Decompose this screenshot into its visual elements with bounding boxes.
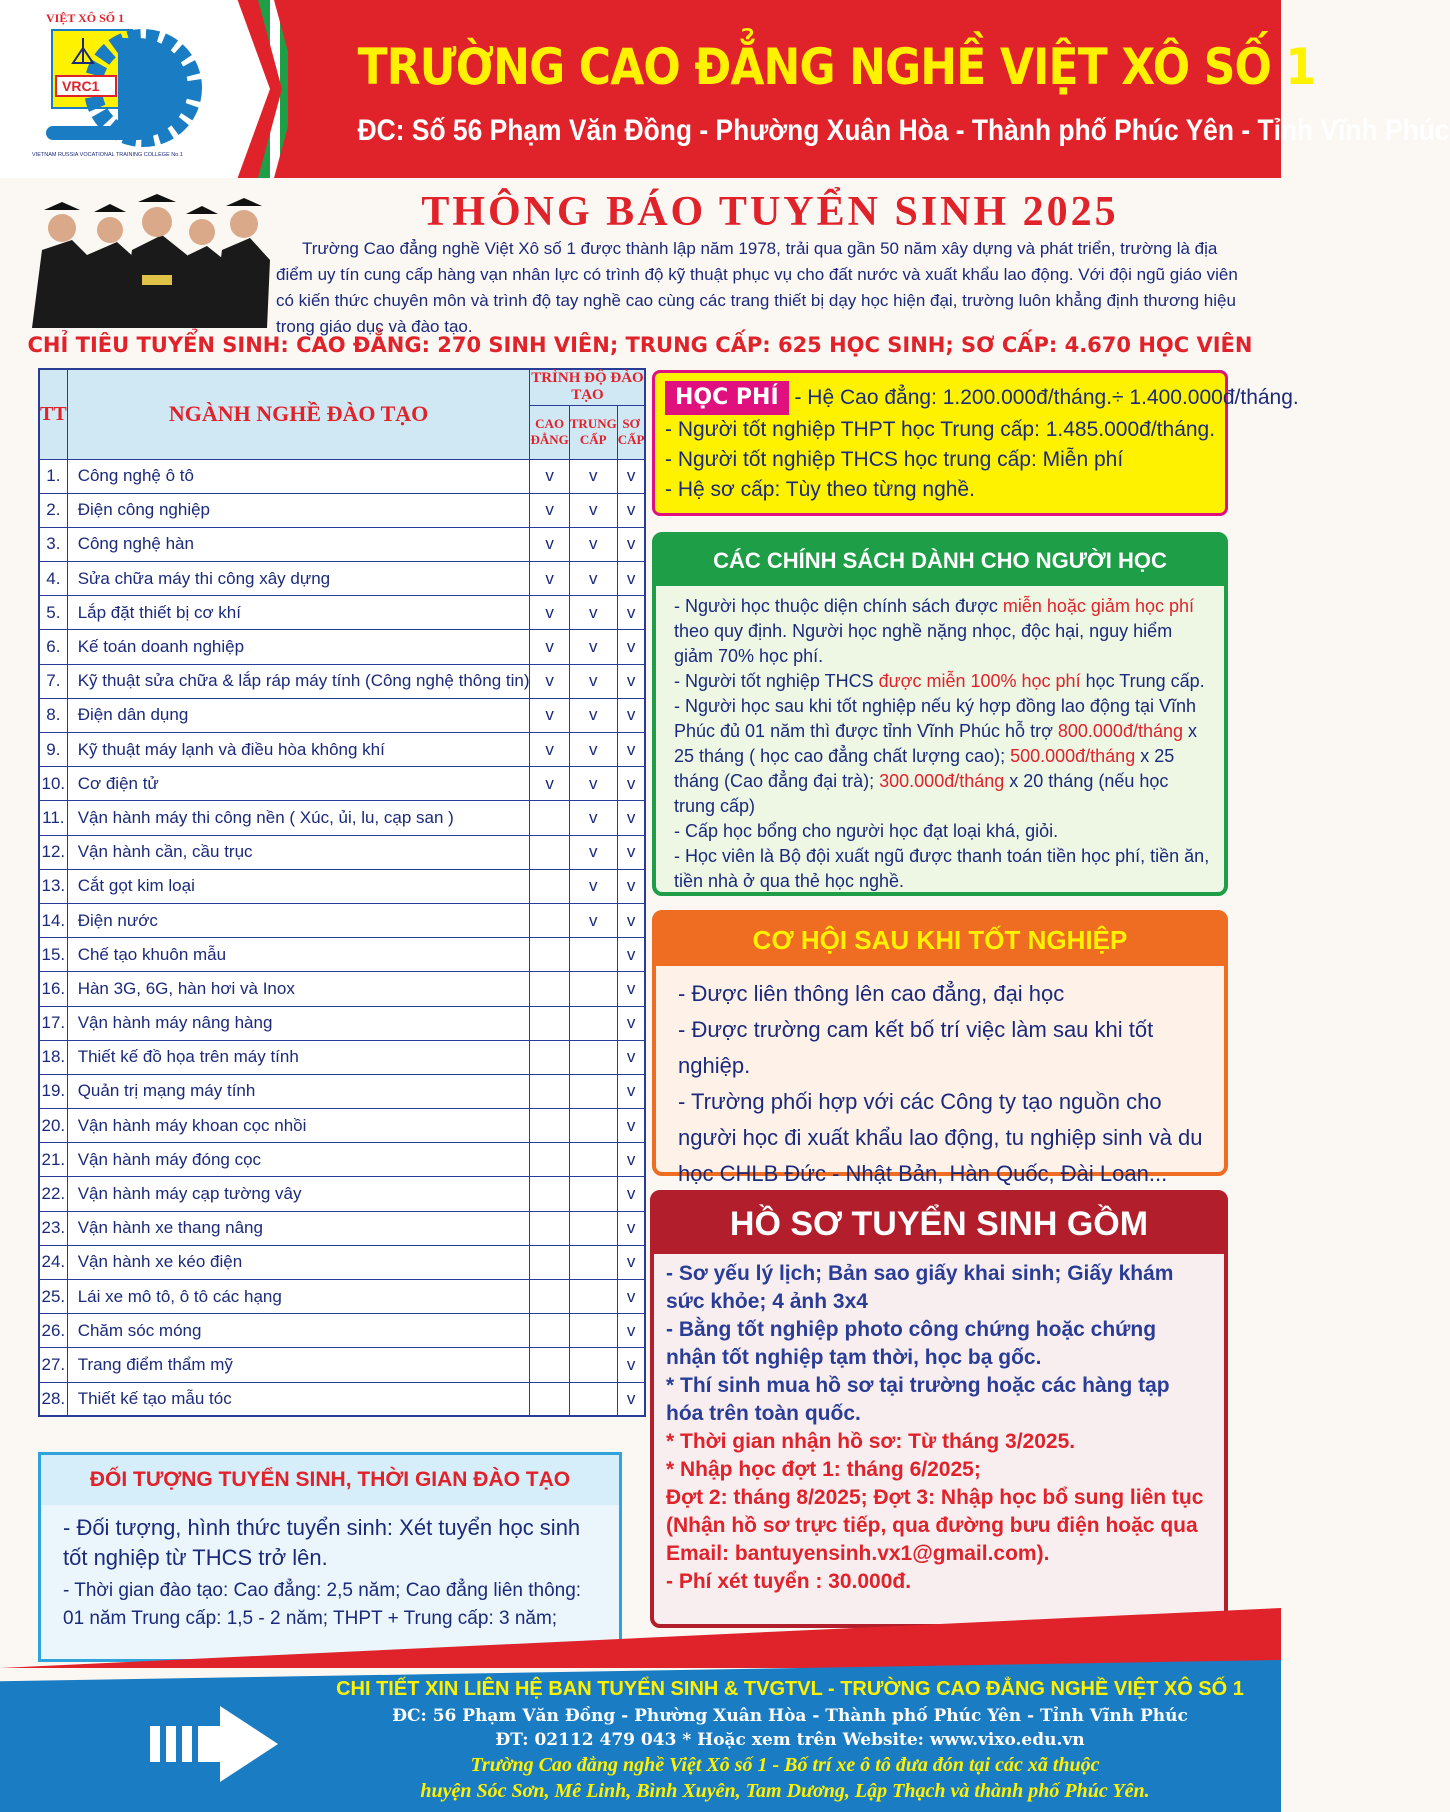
level-so-cap-check: v [617,869,645,903]
documents-box [650,1190,1228,1628]
target-box [38,1452,622,1662]
level-cao-dang-check [530,835,569,869]
table-row [39,1280,645,1314]
table-row [39,1074,645,1108]
level-cao-dang-check [530,1211,569,1245]
program-name: Chăm sóc móng [67,1314,530,1348]
program-name: Thiết kế đồ họa trên máy tính [67,1040,530,1074]
arrow-right-icon [150,1704,280,1784]
program-name: Lái xe mô tô, ô tô các hạng [67,1280,530,1314]
level-so-cap-check: v [617,801,645,835]
program-name: Vận hành máy đóng cọc [67,1143,530,1177]
row-number: 26. [39,1314,67,1348]
policy-item-2: - Người tốt nghiệp THCS được miễn 100% học phí học Trung cấp. [674,671,1205,691]
row-number: 10. [39,767,67,801]
table-row [39,733,645,767]
level-trung-cap-check: v [569,664,617,698]
level-trung-cap-check [569,938,617,972]
col-tt-header: TT [39,369,67,459]
level-so-cap-check: v [617,1177,645,1211]
level-so-cap-check: v [617,1314,645,1348]
level-cao-dang-check [530,1040,569,1074]
table-row [39,869,645,903]
level-trung-cap-check [569,1314,617,1348]
row-number: 19. [39,1074,67,1108]
row-number: 1. [39,459,67,493]
documents-body [654,1254,1224,1596]
row-number: 24. [39,1245,67,1279]
level-cao-dang-check [530,1074,569,1108]
level-so-cap-check: v [617,835,645,869]
enrollment-quota: CHỈ TIÊU TUYỂN SINH: CAO ĐẲNG: 270 SINH VIÊN; TRUNG CẤP: 625 HỌC SINH; SƠ CẤP: 4.670 HỌC VIÊN [27,333,1253,357]
table-row [39,1245,645,1279]
school-name: TRƯỜNG CAO ĐẲNG NGHỀ VIỆT XÔ SỐ 1 [357,38,1316,96]
col-cd-header: CAO ĐẲNG [530,405,569,459]
document-item-2: - Bằng tốt nghiệp photo công chứng hoặc chứng nhận tốt nghiệp tạm thời, học bạ gốc. [666,1318,1157,1369]
table-row [39,562,645,596]
fee-line-3: - Người tốt nghiệp THCS học trung cấp: Miễn phí [665,448,1124,471]
policy-item-5: - Học viên là Bộ đội xuất ngũ được thanh toán tiền học phí, tiền ăn, tiền nhà ở qua thẻ học nghề. [674,846,1210,891]
target-item-1: - Đối tượng, hình thức tuyển sinh: Xét tuyển học sinh tốt nghiệp từ THCS trở lên. [63,1515,581,1570]
program-name: Cắt gọt kim loại [67,869,530,903]
level-so-cap-check: v [617,596,645,630]
level-so-cap-check: v [617,903,645,937]
policy-body [656,586,1224,894]
policy-item-4: - Cấp học bổng cho người học đạt loại khá, giỏi. [674,821,1059,841]
table-row [39,459,645,493]
level-cao-dang-check [530,972,569,1006]
target-body [41,1505,619,1633]
level-cao-dang-check [530,1314,569,1348]
table-row [39,1211,645,1245]
program-rows [39,459,645,1416]
level-so-cap-check: v [617,562,645,596]
table-row [39,1177,645,1211]
fee-line-1 [665,381,1299,415]
level-trung-cap-check [569,1040,617,1074]
level-trung-cap-check [569,1177,617,1211]
fee-line-2: - Người tốt nghiệp THPT học Trung cấp: 1.485.000đ/tháng. [665,418,1216,441]
program-name: Điện dân dụng [67,698,530,732]
target-item-2: - Thời gian đào tạo: Cao đẳng: 2,5 năm; Cao đẳng liên thông: 01 năm Trung cấp: 1,5 - 2 năm; THPT + Trung cấp: 3 năm; [63,1580,582,1629]
table-row [39,698,645,732]
level-so-cap-check: v [617,1074,645,1108]
level-trung-cap-check: v [569,630,617,664]
table-row [39,1348,645,1382]
level-trung-cap-check: v [569,698,617,732]
table-row [39,938,645,972]
level-so-cap-check: v [617,1382,645,1416]
program-name: Hàn 3G, 6G, hàn hơi và Inox [67,972,530,1006]
level-trung-cap-check: v [569,903,617,937]
opportunities-body [656,966,1224,1192]
level-trung-cap-check [569,972,617,1006]
row-number: 27. [39,1348,67,1382]
table-row [39,972,645,1006]
program-name: Trang điểm thẩm mỹ [67,1348,530,1382]
program-name: Công nghệ hàn [67,527,530,561]
program-table [38,368,646,1417]
row-number: 28. [39,1382,67,1416]
tuition-label: HỌC PHÍ [665,381,789,415]
opportunity-item-1: - Được liên thông lên cao đẳng, đại học [678,981,1065,1006]
fee-college: - Hệ Cao đẳng: 1.200.000đ/tháng.÷ 1.400.000đ/tháng. [794,386,1299,409]
row-number: 7. [39,664,67,698]
program-name: Công nghệ ô tô [67,459,530,493]
row-number: 12. [39,835,67,869]
level-so-cap-check: v [617,630,645,664]
logo-badge: VRC1 [62,78,100,94]
row-number: 4. [39,562,67,596]
table-row [39,903,645,937]
level-so-cap-check: v [617,767,645,801]
level-trung-cap-check: v [569,596,617,630]
level-cao-dang-check: v [530,698,569,732]
row-number: 21. [39,1143,67,1177]
level-so-cap-check: v [617,493,645,527]
row-number: 8. [39,698,67,732]
level-trung-cap-check [569,1074,617,1108]
level-trung-cap-check: v [569,869,617,903]
level-so-cap-check: v [617,664,645,698]
level-trung-cap-check: v [569,527,617,561]
program-name: Vận hành cần, cầu trục [67,835,530,869]
program-name: Điện nước [67,903,530,937]
policy-box [652,532,1228,896]
table-row [39,596,645,630]
program-name: Quản trị mạng máy tính [67,1074,530,1108]
program-name: Cơ điện tử [67,767,530,801]
table-row [39,1040,645,1074]
school-logo [28,8,218,173]
intro-paragraph: Trường Cao đẳng nghề Việt Xô số 1 được thành lập năm 1978, trải qua gần 50 năm xây dựng và phát triển, trường là địa điểm uy tín cung cấp hàng vạn nhân lực có trình độ kỹ thuật phục vụ cho đất nước và xuất khẩu lao động. Với đội ngũ giáo viên có kiến thức chuyên môn và trình độ tay nghề cao cùng các trang thiết bị dạy học hiện đại, trường luôn khẳng định thương hiệu trong giáo dục và đào tạo. [276,239,1238,336]
level-cao-dang-check [530,1109,569,1143]
level-so-cap-check: v [617,1348,645,1382]
graduates-photo [22,180,272,328]
row-number: 9. [39,733,67,767]
level-so-cap-check: v [617,527,645,561]
row-number: 11. [39,801,67,835]
row-number: 5. [39,596,67,630]
tuition-box [652,370,1299,516]
level-trung-cap-check [569,1143,617,1177]
col-name-header: NGÀNH NGHỀ ĐÀO TẠO [67,369,530,459]
opportunities-box [652,910,1228,1186]
row-number: 15. [39,938,67,972]
level-trung-cap-check: v [569,459,617,493]
level-trung-cap-check: v [569,733,617,767]
opportunity-item-3: - Trường phối hợp với các Công ty tạo nguồn cho người học đi xuất khẩu lao động, tu nghiệp sinh và du học CHLB Đức - Nhật Bản, Hàn Quốc, Đài Loan... [678,1089,1203,1186]
table-row [39,1109,645,1143]
school-address: ĐC: Số 56 Phạm Văn Đồng - Phường Xuân Hòa - Thành phố Phúc Yên - Tỉnh Vĩnh Phúc [357,114,1450,147]
level-cao-dang-check: v [530,733,569,767]
row-number: 3. [39,527,67,561]
opportunities-title: CƠ HỘI SAU KHI TỐT NGHIỆP [656,914,1224,966]
program-name: Kỹ thuật sửa chữa & lắp ráp máy tính (Công nghệ thông tin) [67,664,530,698]
level-cao-dang-check [530,801,569,835]
program-name: Vận hành xe thang nâng [67,1211,530,1245]
table-row [39,493,645,527]
program-name: Vận hành máy khoan cọc nhồi [67,1109,530,1143]
program-name: Thiết kế tạo mẫu tóc [67,1382,530,1416]
level-cao-dang-check [530,1143,569,1177]
level-trung-cap-check [569,1280,617,1314]
level-cao-dang-check: v [530,493,569,527]
level-so-cap-check: v [617,1211,645,1245]
document-item-6: Đợt 2: tháng 8/2025; Đợt 3: Nhập học bổ sung liên tục (Nhận hồ sơ trực tiếp, qua đường bưu điện hoặc qua Email: bantuyensinh.vx1@gmail.com). [666,1486,1204,1565]
documents-title: HỒ SƠ TUYỂN SINH GỒM [654,1194,1224,1254]
policy-item-3: - Người học sau khi tốt nghiệp nếu ký hợp đồng lao động tại Vĩnh Phúc đủ 01 năm thì được tỉnh Vĩnh Phúc hỗ trợ 800.000đ/tháng x 25 tháng ( học cao đẳng chất lượng cao); 500.000đ/tháng x 25 tháng (Cao đẳng đại trà); 300.000đ/tháng x 20 tháng (nếu học trung cấp) [674,696,1198,816]
document-item-3: * Thí sinh mua hồ sơ tại trường hoặc các hàng tạp hóa trên toàn quốc. [666,1374,1170,1425]
row-number: 2. [39,493,67,527]
col-tc-header: TRUNG CẤP [569,405,617,459]
document-item-1: - Sơ yếu lý lịch; Bản sao giấy khai sinh; Giấy khám sức khỏe; 4 ảnh 3x4 [666,1262,1174,1313]
level-cao-dang-check [530,1280,569,1314]
level-so-cap-check: v [617,1245,645,1279]
table-row [39,1006,645,1040]
logo-top-text: VIỆT XÔ SỐ 1 [46,11,125,25]
document-item-7: - Phí xét tuyển : 30.000đ. [666,1570,912,1593]
footer-address: ĐC: 56 Phạm Văn Đồng - Phường Xuân Hòa - Thành phố Phúc Yên - Tỉnh Vĩnh Phúc [392,1706,1188,1726]
level-cao-dang-check: v [530,527,569,561]
row-number: 22. [39,1177,67,1211]
level-trung-cap-check [569,1245,617,1279]
level-cao-dang-check [530,938,569,972]
level-cao-dang-check [530,1006,569,1040]
program-name: Vận hành máy cạp tường vây [67,1177,530,1211]
level-trung-cap-check [569,1109,617,1143]
row-number: 16. [39,972,67,1006]
level-so-cap-check: v [617,972,645,1006]
level-cao-dang-check [530,1177,569,1211]
table-row [39,664,645,698]
level-so-cap-check: v [617,1040,645,1074]
row-number: 25. [39,1280,67,1314]
level-cao-dang-check [530,1245,569,1279]
program-name: Kỹ thuật máy lạnh và điều hòa không khí [67,733,530,767]
level-trung-cap-check: v [569,767,617,801]
program-name: Vận hành máy nâng hàng [67,1006,530,1040]
level-trung-cap-check [569,1348,617,1382]
level-trung-cap-check [569,1211,617,1245]
row-number: 17. [39,1006,67,1040]
level-cao-dang-check [530,1348,569,1382]
level-trung-cap-check [569,1382,617,1416]
row-number: 14. [39,903,67,937]
program-name: Vận hành máy thi công nền ( Xúc, ủi, lu, cạp san ) [67,801,530,835]
level-trung-cap-check: v [569,835,617,869]
row-number: 6. [39,630,67,664]
table-row [39,767,645,801]
level-cao-dang-check [530,869,569,903]
level-so-cap-check: v [617,938,645,972]
table-row [39,801,645,835]
program-name: Kế toán doanh nghiệp [67,630,530,664]
level-so-cap-check: v [617,1280,645,1314]
row-number: 18. [39,1040,67,1074]
level-so-cap-check: v [617,1006,645,1040]
program-name: Sửa chữa máy thi công xây dựng [67,562,530,596]
level-trung-cap-check: v [569,801,617,835]
row-number: 13. [39,869,67,903]
policy-title: CÁC CHÍNH SÁCH DÀNH CHO NGƯỜI HỌC [656,536,1224,586]
level-trung-cap-check: v [569,562,617,596]
document-item-5: * Nhập học đợt 1: tháng 6/2025; [666,1458,981,1481]
table-row [39,1143,645,1177]
policy-item-1: - Người học thuộc diện chính sách được miễn hoặc giảm học phí theo quy định. Người học nghề nặng nhọc, độc hại, nguy hiểm giảm 70% học phí. [674,596,1194,666]
level-cao-dang-check [530,903,569,937]
table-row [39,1382,645,1416]
row-number: 20. [39,1109,67,1143]
col-levels-header: TRÌNH ĐỘ ĐÀO TẠO [531,370,644,404]
level-cao-dang-check: v [530,767,569,801]
logo-bottom-text: VIETNAM RUSSIA VOCATIONAL TRAINING COLLEGE No.1 [32,152,183,158]
notice-title: THÔNG BÁO TUYỂN SINH 2025 [421,189,1119,235]
program-name: Lắp đặt thiết bị cơ khí [67,596,530,630]
row-number: 23. [39,1211,67,1245]
footer-shuttle-line-1: Trường Cao đẳng nghề Việt Xô số 1 - Bố trí xe ô tô đưa đón tại các xã thuộc [470,1754,1100,1776]
level-cao-dang-check [530,1382,569,1416]
table-row [39,527,645,561]
footer-phone: ĐT: 02112 479 043 * Hoặc xem trên Website: www.vixo.edu.vn [495,1730,1085,1750]
level-cao-dang-check: v [530,596,569,630]
level-so-cap-check: v [617,698,645,732]
program-name: Chế tạo khuôn mẫu [67,938,530,972]
level-cao-dang-check: v [530,562,569,596]
col-sc-header: SƠ CẤP [617,405,645,459]
level-cao-dang-check: v [530,664,569,698]
level-cao-dang-check: v [530,459,569,493]
table-row [39,630,645,664]
footer-contact: CHI TIẾT XIN LIÊN HỆ BAN TUYỂN SINH & TVGTVL - TRƯỜNG CAO ĐẲNG NGHỀ VIỆT XÔ SỐ 1 [336,1678,1244,1700]
footer-shuttle-line-2: huyện Sóc Sơn, Mê Linh, Bình Xuyên, Tam Dương, Lập Thạch và thành phố Phúc Yên. [420,1780,1150,1802]
table-row [39,835,645,869]
level-so-cap-check: v [617,1109,645,1143]
opportunity-item-2: - Được trường cam kết bố trí việc làm sau khi tốt nghiệp. [678,1017,1154,1078]
target-title: ĐỐI TƯỢNG TUYỂN SINH, THỜI GIAN ĐÀO TẠO [41,1455,619,1505]
level-trung-cap-check [569,1006,617,1040]
fee-line-4: - Hệ sơ cấp: Tùy theo từng nghề. [665,478,975,501]
level-cao-dang-check: v [530,630,569,664]
level-trung-cap-check: v [569,493,617,527]
level-so-cap-check: v [617,733,645,767]
level-so-cap-check: v [617,459,645,493]
level-so-cap-check: v [617,1143,645,1177]
table-row [39,1314,645,1348]
document-item-4: * Thời gian nhận hồ sơ: Từ tháng 3/2025. [666,1430,1076,1453]
program-name: Điện công nghiệp [67,493,530,527]
program-name: Vận hành xe kéo điện [67,1245,530,1279]
